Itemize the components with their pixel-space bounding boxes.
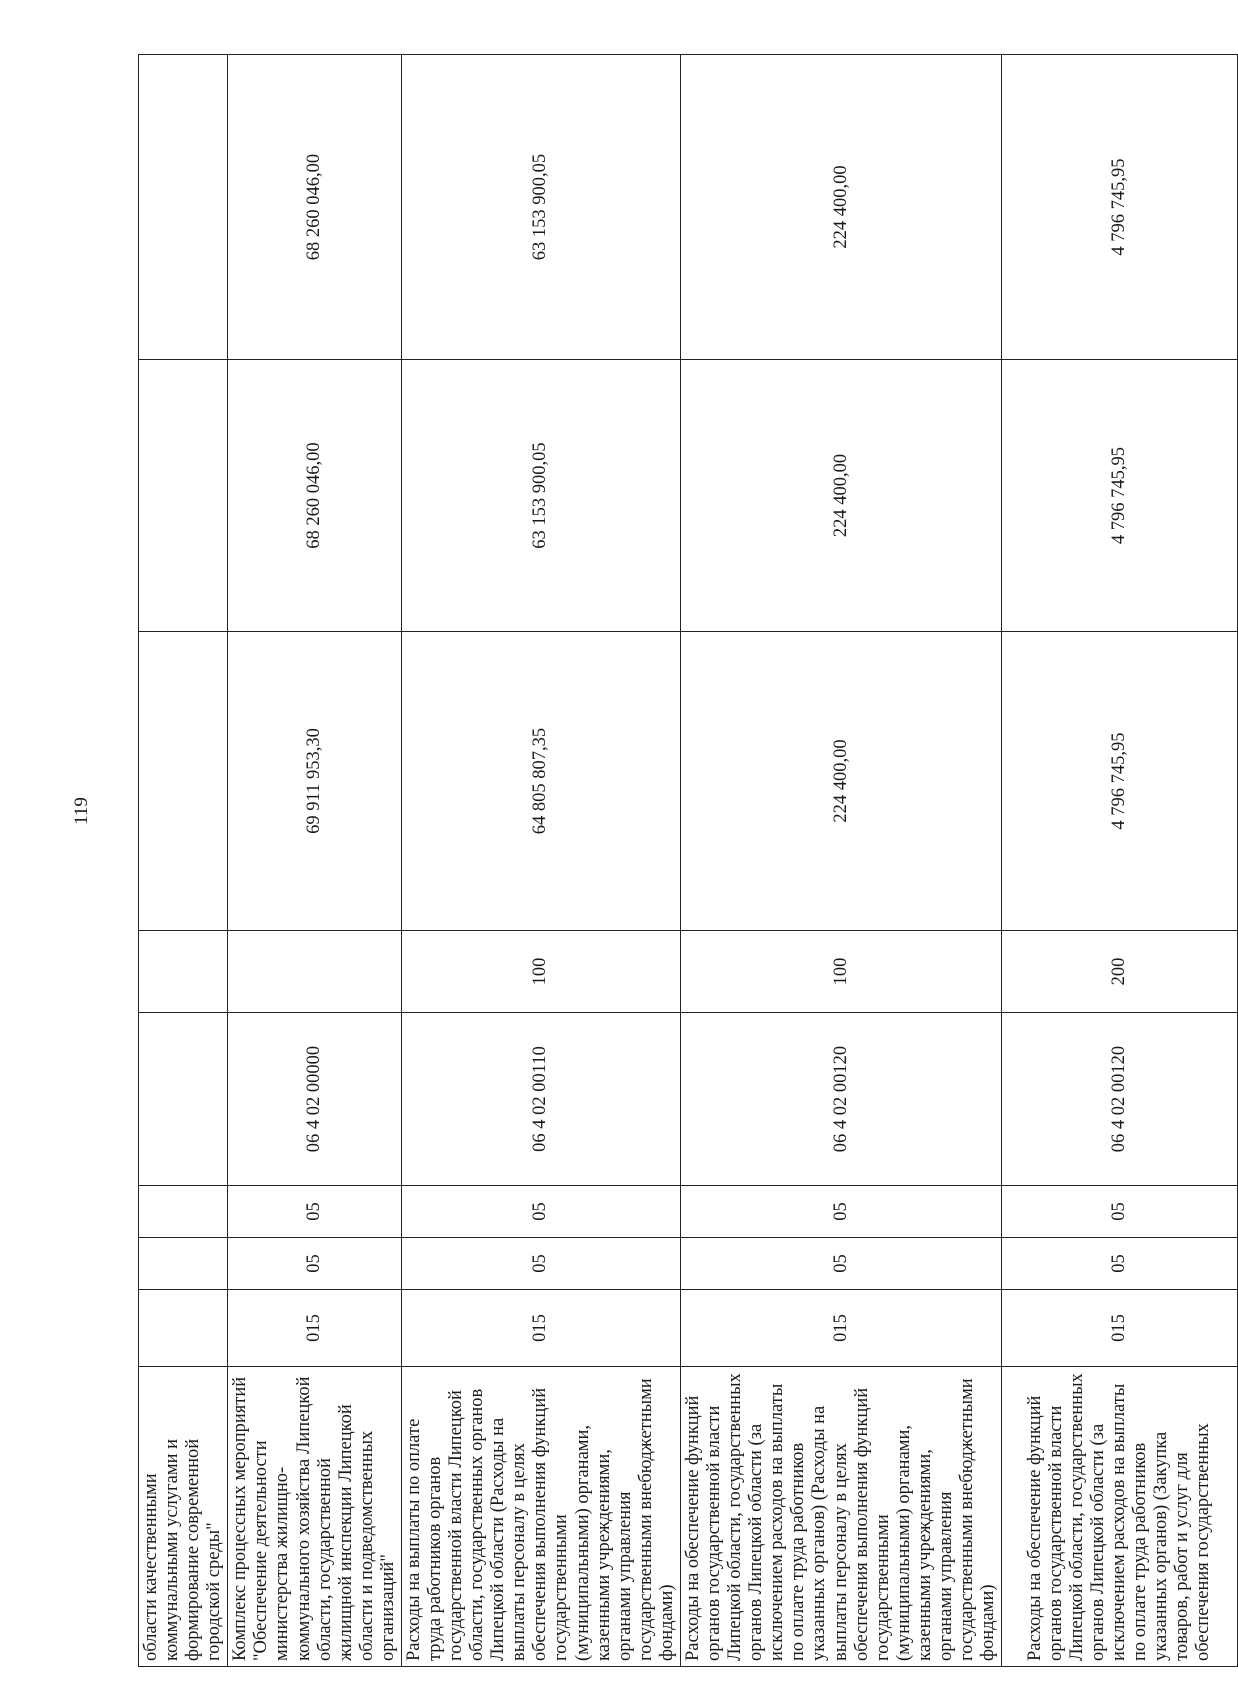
- subsection-code: 05: [228, 1186, 402, 1238]
- amount-year-3: 224 400,00: [680, 55, 1001, 360]
- subsection-code: 05: [1002, 1186, 1238, 1238]
- amount-year-3: 68 260 046,00: [228, 55, 402, 360]
- page-number: 119: [71, 797, 92, 825]
- row-description: области качественными коммунальными услугами и формирование современной городской среды": [139, 1367, 228, 1667]
- admin-code: 015: [1002, 1290, 1238, 1367]
- table-row: [139, 55, 228, 1667]
- amount-year-1: 64 805 807,35: [401, 632, 680, 931]
- amount-year-2: 224 400,00: [680, 360, 1001, 632]
- expense-type-code: [228, 931, 402, 1013]
- rotated-page-content: [138, 55, 1214, 1667]
- subsection-code: [139, 1186, 228, 1238]
- section-code: 05: [228, 1238, 402, 1290]
- section-code: 05: [401, 1238, 680, 1290]
- amount-year-1: [139, 632, 228, 931]
- table-row: [401, 55, 680, 1667]
- row-description: Расходы на обеспечение функций органов государственной власти Липецкой области, государственных органов Липецкой области (за исключением расходов на выплаты по оплате труда работников указанных органов) (Закупка товаров, работ и услуг для обеспечения государственных: [1002, 1367, 1238, 1667]
- section-code: 05: [1002, 1238, 1238, 1290]
- row-description: Расходы на обеспечение функций органов государственной власти Липецкой области, государственных органов Липецкой области (за исключением расходов на выплаты по оплате труда работников указанных органов) (Расходы на выплаты персоналу в целях обеспечения выполнения функций государственными (муниципальными) органами, казенными учреждениями, органами управления государственными внебюджетными фондами): [680, 1367, 1001, 1667]
- target-article-code: 06 4 02 00000: [228, 1013, 402, 1186]
- amount-year-2: 63 153 900,05: [401, 360, 680, 632]
- subsection-code: 05: [401, 1186, 680, 1238]
- expense-type-code: 100: [401, 931, 680, 1013]
- target-article-code: 06 4 02 00120: [1002, 1013, 1238, 1186]
- subsection-code: 05: [680, 1186, 1001, 1238]
- expense-type-code: [139, 931, 228, 1013]
- target-article-code: 06 4 02 00110: [401, 1013, 680, 1186]
- amount-year-3: 4 796 745,95: [1002, 55, 1238, 360]
- amount-year-2: [139, 360, 228, 632]
- table-row: [1002, 55, 1238, 1667]
- budget-table: [138, 54, 1238, 1667]
- target-article-code: 06 4 02 00120: [680, 1013, 1001, 1186]
- expense-type-code: 200: [1002, 931, 1238, 1013]
- amount-year-2: 68 260 046,00: [228, 360, 402, 632]
- section-code: [139, 1238, 228, 1290]
- amount-year-1: 4 796 745,95: [1002, 632, 1238, 931]
- table-row: [680, 55, 1001, 1667]
- admin-code: 015: [401, 1290, 680, 1367]
- row-description: Расходы на выплаты по оплате труда работников органов государственной власти Липецкой области, государственных органов Липецкой области (Расходы на выплаты персоналу в целях обеспечения выполнения функций государственными (муниципальными) органами, казенными учреждениями, органами управления государственными внебюджетными фондами): [401, 1367, 680, 1667]
- admin-code: 015: [680, 1290, 1001, 1367]
- admin-code: 015: [228, 1290, 402, 1367]
- expense-type-code: 100: [680, 931, 1001, 1013]
- section-code: 05: [680, 1238, 1001, 1290]
- admin-code: [139, 1290, 228, 1367]
- amount-year-2: 4 796 745,95: [1002, 360, 1238, 632]
- table-row: [228, 55, 402, 1667]
- target-article-code: [139, 1013, 228, 1186]
- amount-year-3: 63 153 900,05: [401, 55, 680, 360]
- amount-year-1: 224 400,00: [680, 632, 1001, 931]
- amount-year-1: 69 911 953,30: [228, 632, 402, 931]
- row-description: Комплекс процессных мероприятий "Обеспечение деятельности министерства жилищно-коммунального хозяйства Липецкой области, государственной жилищной инспекции Липецкой области и подведомственных организаций": [228, 1367, 402, 1667]
- amount-year-3: [139, 55, 228, 360]
